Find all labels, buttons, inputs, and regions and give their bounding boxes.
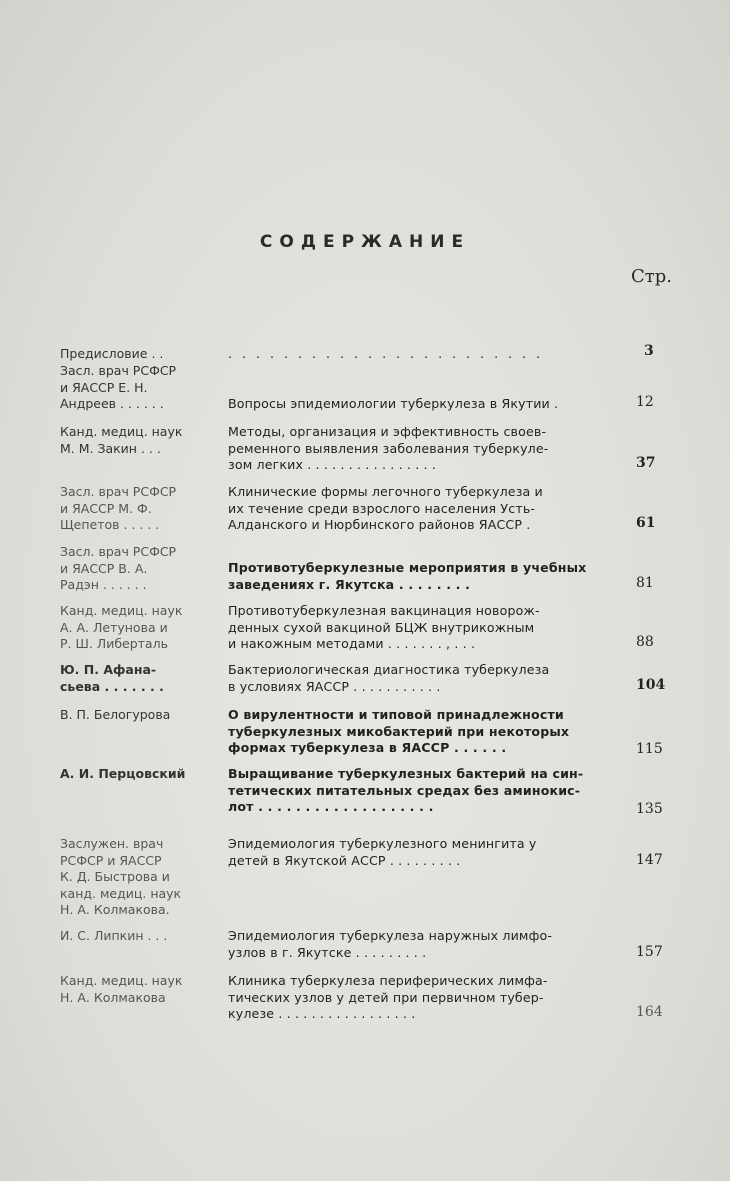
- toc-author: Канд. медиц. наук А. А. Летунова и Р. Ш. Либерталь: [60, 603, 183, 651]
- toc-author: Предисловие . .: [60, 346, 164, 361]
- toc-page-number: 61: [636, 515, 656, 531]
- toc-topic: Противотуберкулезная вакцинация новорож- денных сухой вакциной БЦЖ внутрикожным и накожным методами . . . . . . . , . . .: [228, 603, 540, 651]
- toc-author: Засл. врач РСФСР и ЯАССР Е. Н. Андреев . . . . . .: [60, 363, 177, 411]
- toc-topic: Выращивание туберкулезных бактерий на син- тетических питательных средах без аминокис- лот . . . . . . . . . . . . . . . . . . .: [228, 766, 584, 814]
- toc-author: А. И. Перцовский: [60, 766, 186, 781]
- toc-topic: Клиника туберкулеза периферических лимфа- тических узлов у детей при первичном тубер- кулезе . . . . . . . . . . . . . . . . .: [228, 973, 548, 1021]
- toc-topic: Противотуберкулезные мероприятия в учебных заведениях г. Якутска . . . . . . . .: [228, 560, 587, 592]
- page-title: СОДЕРЖАНИЕ: [259, 232, 471, 252]
- toc-author: Канд. медиц. наук Н. А. Колмакова: [60, 973, 183, 1005]
- toc-topic: Бактериологическая диагностика туберкулеза в условиях ЯАССР . . . . . . . . . . .: [228, 662, 550, 694]
- toc-author: Засл. врач РСФСР и ЯАССР В. А. Радэн . . . . . .: [60, 544, 177, 592]
- toc-author: В. П. Белогурова: [60, 707, 171, 722]
- toc-author: Заслужен. врач РСФСР и ЯАССР К. Д. Быстрова и канд. медиц. наук Н. А. Колмакова.: [60, 836, 182, 917]
- toc-topic: О вирулентности и типовой принадлежности туберкулезных микобактерий при некоторых формах туберкулеза в ЯАССР . . . . . .: [228, 707, 570, 755]
- page-column-label: Стр.: [631, 266, 672, 287]
- toc-page-number: 3: [644, 343, 654, 359]
- toc-author: И. С. Липкин . . .: [60, 928, 168, 943]
- toc-topic: Эпидемиология туберкулеза наружных лимфо- узлов в г. Якутске . . . . . . . . .: [228, 928, 553, 960]
- toc-author: Ю. П. Афана- сьева . . . . . . .: [60, 662, 164, 694]
- toc-topic: Эпидемиология туберкулезного менингита у детей в Якутской АССР . . . . . . . . .: [228, 836, 537, 868]
- toc-page-number: 135: [636, 801, 663, 817]
- toc-author: Канд. медиц. наук М. М. Закин . . .: [60, 424, 183, 456]
- toc-topic: . . . . . . . . . . . . . . . . . . . . . . .: [228, 346, 544, 361]
- toc-page-number: 12: [636, 394, 654, 410]
- toc-page-number: 37: [636, 455, 656, 471]
- toc-page-number: 104: [636, 677, 666, 693]
- toc-page-number: 147: [636, 852, 663, 868]
- toc-page-number: 88: [636, 634, 654, 650]
- toc-page-number: 115: [636, 741, 663, 757]
- toc-topic: Методы, организация и эффективность своев- ременного выявления заболевания туберкуле- зом легких . . . . . . . . . . . . . . . .: [228, 424, 549, 472]
- toc-topic: Вопросы эпидемиологии туберкулеза в Якутии .: [228, 396, 559, 411]
- toc-author: Засл. врач РСФСР и ЯАССР М. Ф. Щепетов . . . . .: [60, 484, 177, 532]
- toc-page-number: 164: [636, 1004, 663, 1020]
- toc-page-number: 157: [636, 944, 663, 960]
- toc-topic: Клинические формы легочного туберкулеза и их течение среди взрослого населения Усть- Алданского и Нюрбинского районов ЯАССР .: [228, 484, 543, 532]
- toc-page-number: 81: [636, 575, 654, 591]
